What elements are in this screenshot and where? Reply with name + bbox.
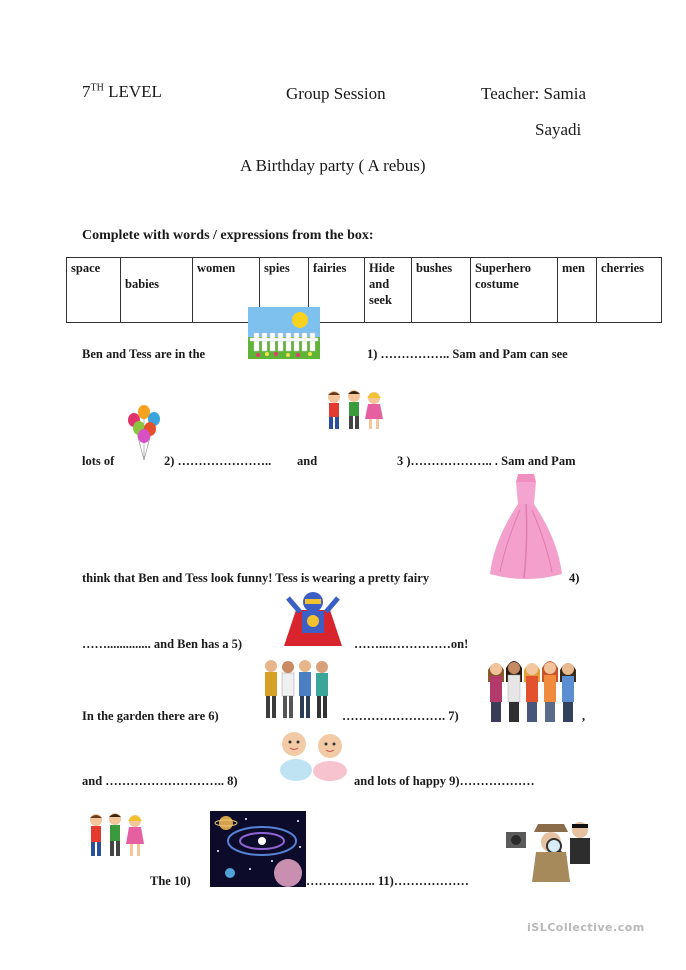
word-box-cell: Superhero costume — [471, 258, 558, 323]
worksheet-title: A Birthday party ( A rebus) — [240, 156, 426, 175]
level-label: 7TH LEVEL — [82, 82, 162, 101]
teacher-label: Teacher: Samia — [481, 84, 587, 103]
instruction: Complete with words / expressions from the box: — [82, 228, 374, 243]
men-picture — [261, 658, 331, 720]
word-box-cell: Hide and seek — [365, 258, 412, 323]
sentence-5a: In the garden there are 6) — [82, 709, 219, 723]
word-box-cell: babies — [121, 258, 193, 323]
sentence-2d: 3 )……………….. . Sam and Pam — [397, 454, 576, 468]
kids-picture — [320, 387, 394, 437]
fairy-dress-picture — [488, 470, 564, 582]
word-box-cell: space — [67, 258, 121, 323]
word-box-cell: bushes — [412, 258, 471, 323]
balloons-picture — [126, 402, 162, 466]
sentence-2b: 2) ………………….. — [164, 454, 272, 468]
sentence-4b: ……...……………on! — [354, 637, 469, 651]
sentence-7b: …………….. 11)……………… — [306, 874, 469, 888]
sentence-6b: and lots of happy 9)……………… — [354, 774, 535, 788]
space-picture — [210, 811, 306, 887]
babies-picture — [274, 728, 352, 782]
sentence-5c: , — [582, 709, 586, 723]
sentence-4a: …….............. and Ben has a 5) — [82, 637, 243, 651]
sentence-7a: The 10) — [150, 874, 191, 888]
word-box-cell: men — [558, 258, 597, 323]
sentence-6a: and ……………………….. 8) — [82, 774, 238, 788]
sentence-3b: 4) — [569, 571, 580, 585]
word-box — [66, 257, 662, 323]
watermark: iSLCollective.com — [527, 921, 645, 934]
garden-picture — [248, 307, 320, 359]
session-label: Group Session — [286, 84, 386, 103]
word-box-cell: women — [193, 258, 260, 323]
sentence-3a: think that Ben and Tess look funny! Tess is wearing a pretty fairy — [82, 571, 430, 585]
sentence-2a: lots of — [82, 454, 115, 468]
sentence-5b: ……………………. 7) — [342, 709, 459, 723]
word-box-cell: fairies — [309, 258, 365, 323]
sentence-1a: Ben and Tess are in the — [82, 347, 206, 361]
women-picture — [486, 658, 576, 722]
teacher-surname: Sayadi — [535, 120, 582, 139]
sentence-2c: and — [297, 454, 318, 468]
superhero-picture — [278, 588, 348, 650]
word-box-cell: spies — [260, 258, 309, 323]
sentence-1b: 1) …………….. Sam and Pam can see — [367, 347, 568, 361]
kids-hide-seek-picture — [84, 810, 150, 864]
word-box-cell: cherries — [597, 258, 662, 323]
spies-picture — [506, 818, 598, 882]
